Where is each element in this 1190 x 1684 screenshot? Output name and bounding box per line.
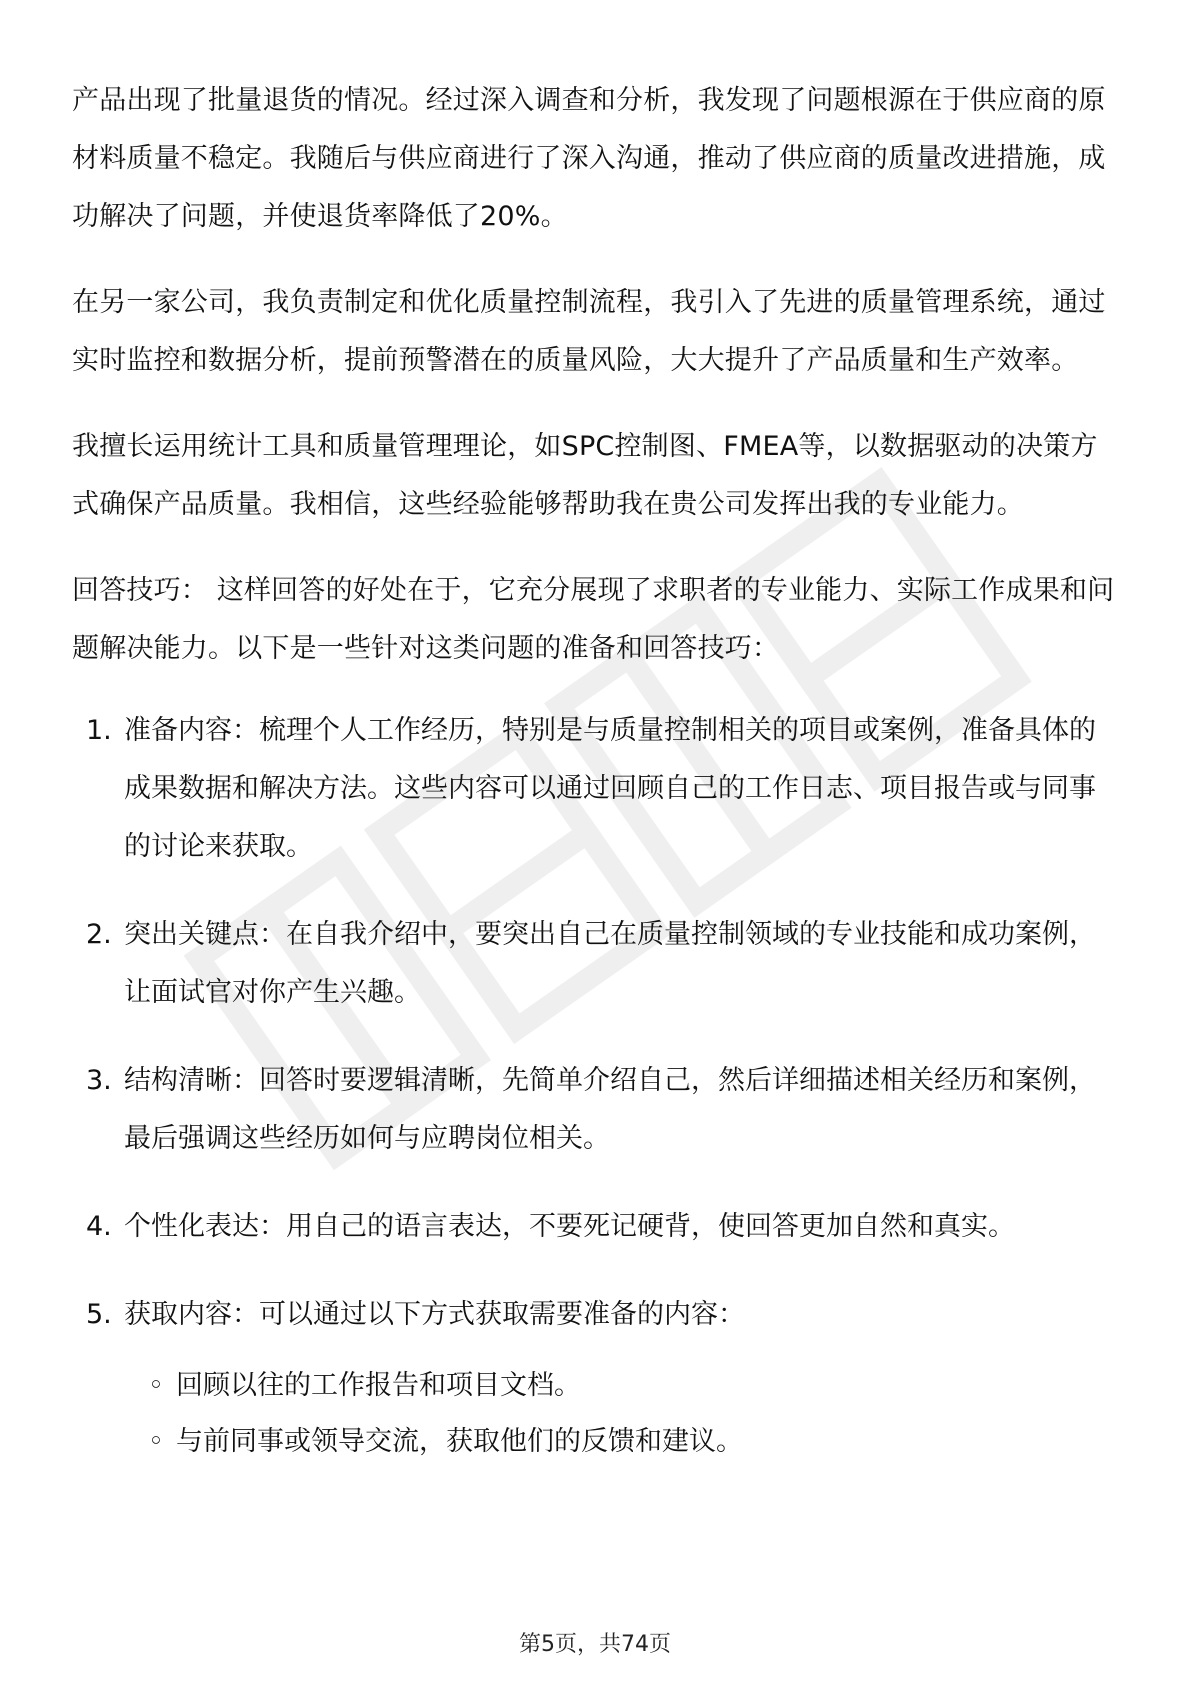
document-page	[72, 72, 1120, 1500]
list-number: 4.	[86, 1211, 112, 1242]
sub-list-item	[124, 1414, 1120, 1470]
page-footer: 第5页，共74页	[519, 1632, 671, 1657]
list-text: 结构清晰：回答时要逻辑清晰，先简单介绍自己，然后详细描述相关经历和案例，最后强调这些经历如何与应聘岗位相关。	[124, 1065, 1096, 1154]
sub-list-text: 与前同事或领导交流，获取他们的反馈和建议。	[176, 1426, 743, 1457]
list-number: 5.	[86, 1299, 112, 1330]
sub-list-text: 回顾以往的工作报告和项目文档。	[176, 1370, 581, 1401]
list-item	[72, 1052, 1120, 1168]
tips-intro: 回答技巧： 这样回答的好处在于，它充分展现了求职者的专业能力、实际工作成果和问题解决能力。以下是一些针对这类问题的准备和回答技巧：	[72, 575, 1115, 664]
list-number: 1.	[86, 715, 112, 746]
sub-list	[124, 1358, 1120, 1470]
list-item	[72, 906, 1120, 1022]
list-text: 准备内容：梳理个人工作经历，特别是与质量控制相关的项目或案例，准备具体的成果数据和解决方法。这些内容可以通过回顾自己的工作日志、项目报告或与同事的讨论来获取。	[124, 715, 1096, 862]
list-number: 2.	[86, 919, 112, 950]
hollow-bullet-icon: ◦	[148, 1370, 164, 1401]
paragraph-quality-process: 在另一家公司，我负责制定和优化质量控制流程，我引入了先进的质量管理系统，通过实时监控和数据分析，提前预警潜在的质量风险，大大提升了产品质量和生产效率。	[72, 287, 1106, 376]
list-item	[72, 702, 1120, 876]
list-number: 3.	[86, 1065, 112, 1096]
tips-list	[72, 702, 1120, 1470]
list-item	[72, 1286, 1120, 1470]
paragraph-supplier-issue: 产品出现了批量退货的情况。经过深入调查和分析，我发现了问题根源在于供应商的原材料质量不稳定。我随后与供应商进行了深入沟通，推动了供应商的质量改进措施，成功解决了问题，并使退货率降低了20%。	[72, 85, 1106, 232]
list-text: 突出关键点：在自我介绍中，要突出自己在质量控制领域的专业技能和成功案例，让面试官对你产生兴趣。	[124, 919, 1096, 1008]
list-text: 获取内容：可以通过以下方式获取需要准备的内容：	[124, 1299, 745, 1330]
paragraph-statistical-tools: 我擅长运用统计工具和质量管理理论，如SPC控制图、FMEA等，以数据驱动的决策方式确保产品质量。我相信，这些经验能够帮助我在贵公司发挥出我的专业能力。	[72, 431, 1098, 520]
list-item	[72, 1198, 1120, 1256]
hollow-bullet-icon: ◦	[148, 1426, 164, 1457]
list-text: 个性化表达：用自己的语言表达，不要死记硬背，使回答更加自然和真实。	[124, 1211, 1015, 1242]
sub-list-item	[124, 1358, 1120, 1414]
